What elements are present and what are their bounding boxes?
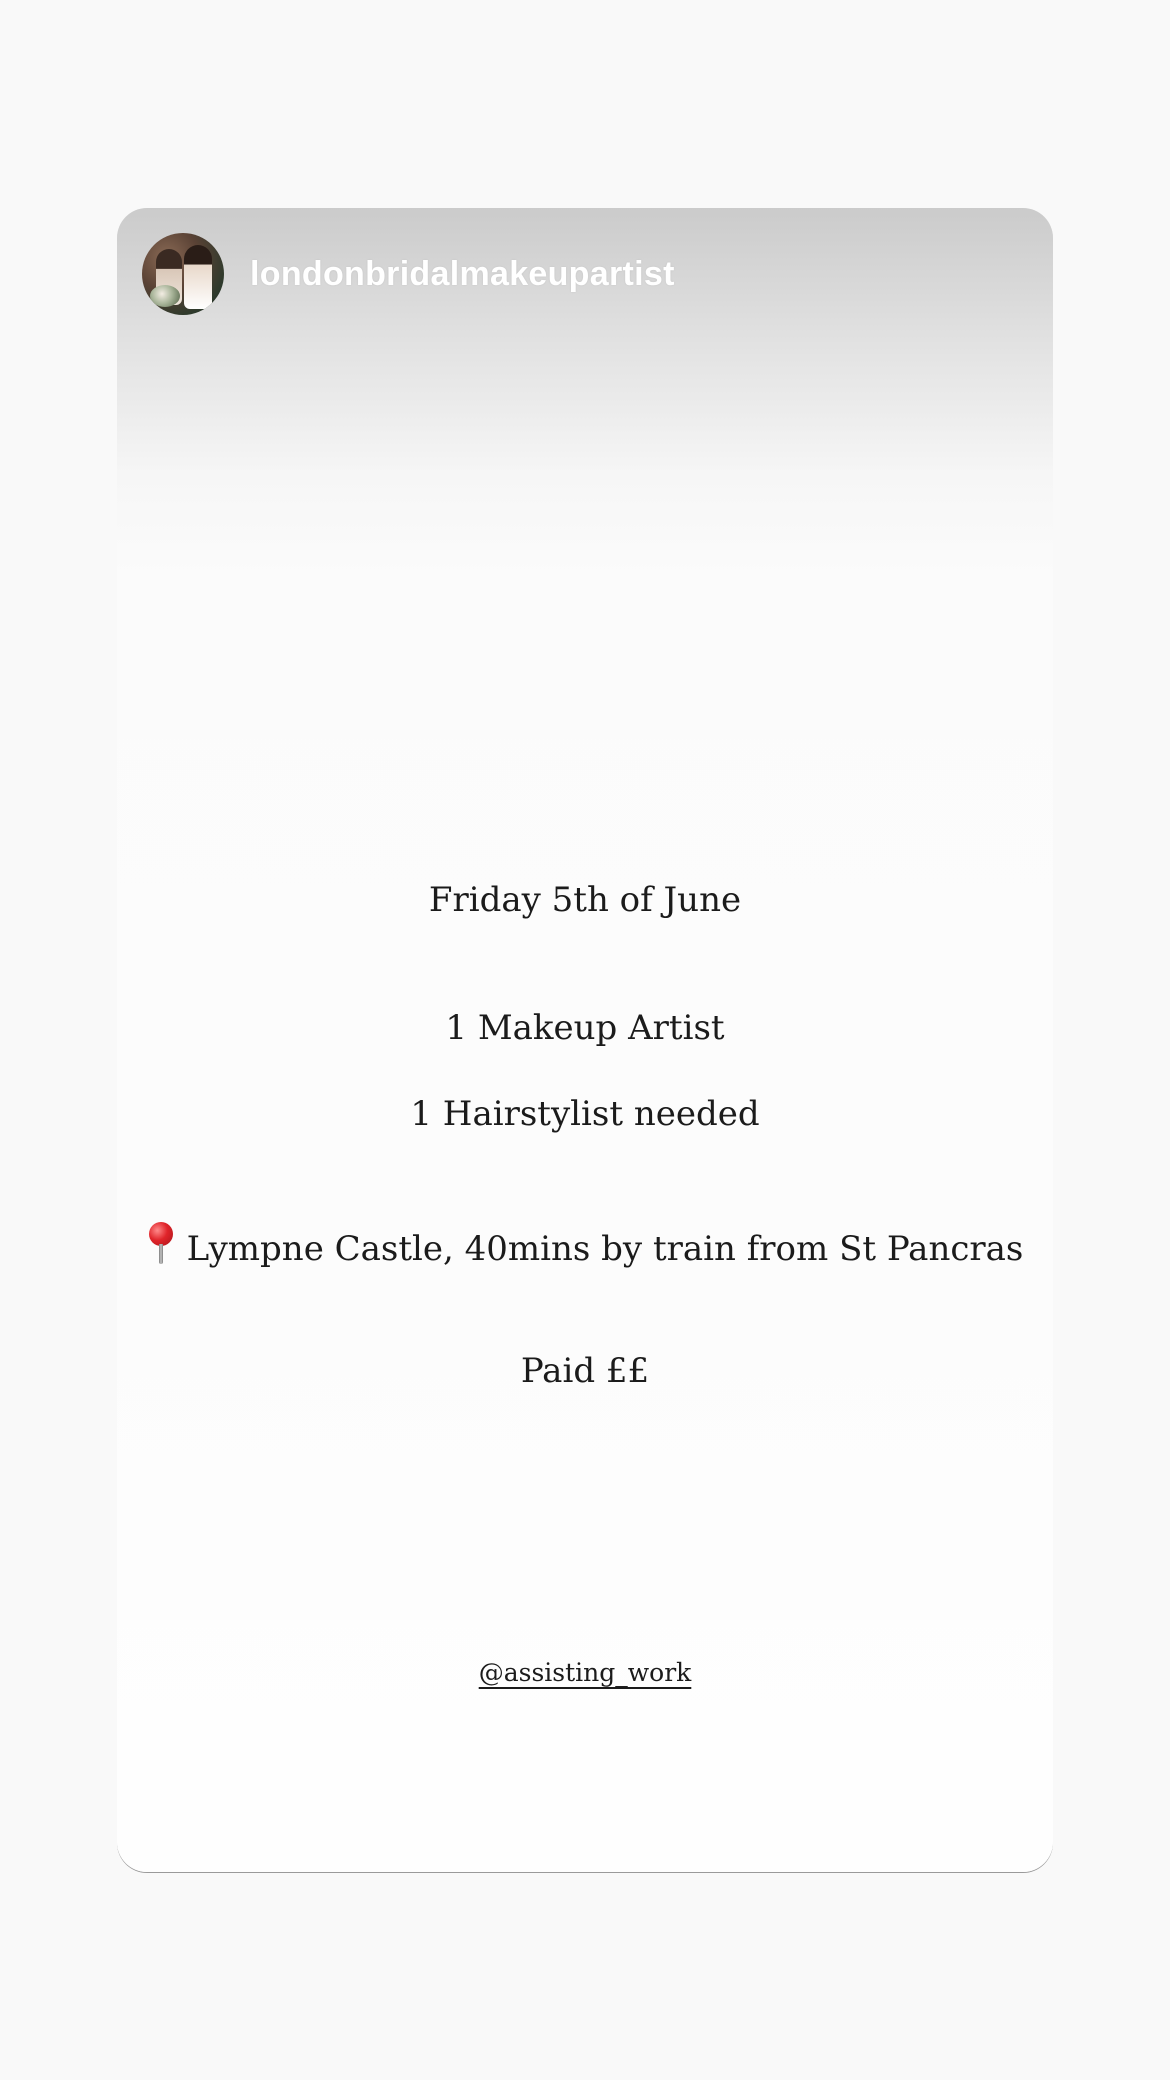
pin-needle [159, 1244, 163, 1264]
avatar-bouquet [150, 285, 180, 307]
story-text-makeup-artist: 1 Makeup Artist [445, 1008, 725, 1048]
mention-link[interactable]: @assisting_work [478, 1658, 692, 1687]
pin-head [149, 1222, 173, 1246]
story-text-location: Lympne Castle, 40mins by train from St Pancras [186, 1229, 1024, 1269]
story-text-date: Friday 5th of June [428, 880, 742, 920]
avatar-figure-right [184, 245, 212, 309]
profile-username[interactable]: londonbridalmakeupartist [250, 254, 675, 293]
story-text-hairstylist: 1 Hairstylist needed [410, 1094, 760, 1134]
profile-avatar[interactable] [142, 233, 224, 315]
story-text-paid: Paid ££ [520, 1351, 650, 1391]
mention-sticker [117, 1658, 1053, 1687]
story-card[interactable] [117, 208, 1053, 1872]
story-text-location-row [117, 1222, 1053, 1269]
round-pushpin-icon [147, 1222, 175, 1266]
story-header [142, 232, 675, 316]
